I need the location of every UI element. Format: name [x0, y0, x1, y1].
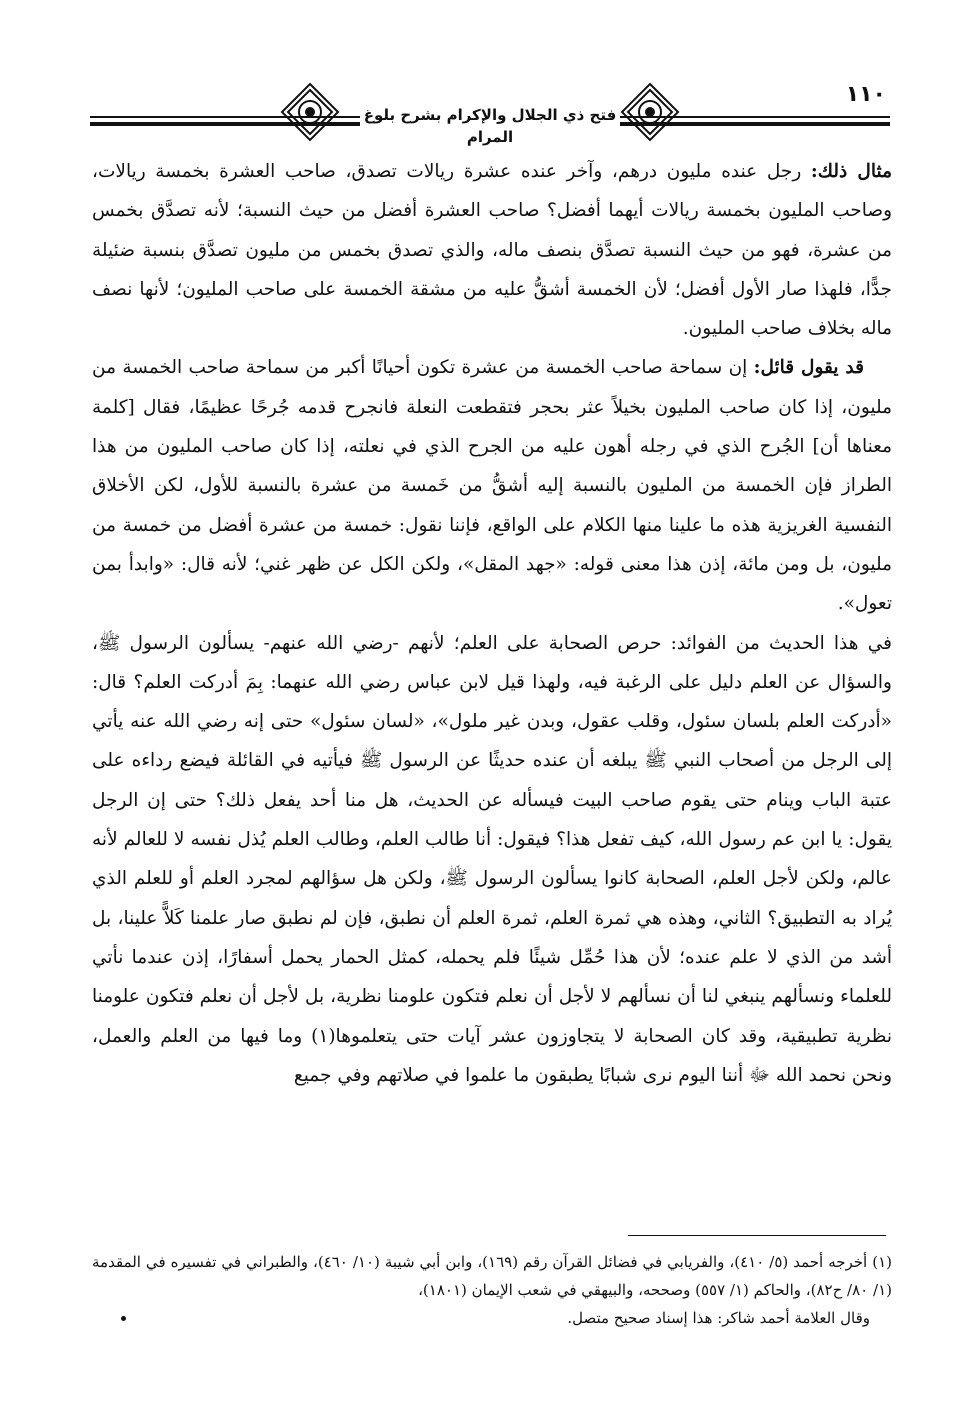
paragraph-text: رجل عنده مليون درهم، وآخر عنده عشرة ريالات تصدق، صاحب العشرة بخمسة ريالات، وصاحب المليون بخمسة ريالات أيهما أفضل؟ صاحب العشرة أفضل من حيث النسبة؛ لأنه تصدَّق بخمس من عشرة، فهو من حيث النسبة تصدَّق بنصف ماله، والذي تصدق بخمس من مليون تصدَّق بنسبة ضئيلة جدًّا، فلهذا صار الأول أفضل؛ لأن الخمسة أشقُّ عليه من مشقة الخمسة على صاحب المليون؛ لأنها نصف ماله بخلاف صاحب المليون. [92, 161, 892, 340]
page-number: ١١٠ [842, 82, 890, 107]
footnote: وقال العلامة أحمد شاكر: هذا إسناد صحيح متصل. [567, 1309, 870, 1327]
paragraph-lead: مثال ذلك: [810, 161, 893, 182]
paragraph [92, 624, 892, 1096]
paragraph-lead: قد يقول قائل: [753, 357, 864, 379]
paragraph [92, 348, 892, 623]
footnote-divider [628, 1235, 886, 1236]
page-mark [121, 1316, 126, 1321]
ornament-icon [618, 80, 682, 144]
ornament-icon [278, 80, 342, 144]
footnotes [92, 1248, 892, 1332]
paragraph-text: في هذا الحديث من الفوائد: حرص الصحابة على العلم؛ لأنهم -رضي الله عنهم- يسألون الرسول ﷺ، والسؤال عن العلم دليل على الرغبة فيه، ولهذا قيل لابن عباس رضي الله عنهما: بِمَ أدركت العلم؟ قال: «أدركت العلم بلسان سئول، وقلب عقول، وبدن غير ملول»، «لسان سئول» حتى إنه رضي الله عنه يأتي إلى الرجل من أصحاب النبي ﷺ يبلغه أن عنده حديثًا عن الرسول ﷺ فيأتيه في القائلة فيضع رداءه على عتبة الباب وينام حتى يقوم صاحب البيت فيسأله عن الحديث، هل منا أحد يفعل ذلك؟ حتى إن الرجل يقول: يا ابن عم رسول الله، كيف تفعل هذا؟ فيقول: أنا طالب العلم، وطالب العلم يُذل نفسه لا للعالم لأنه عالم، ولكن لأجل العلم، الصحابة كانوا يسألون الرسول ﷺ، ولكن هل سؤالهم لمجرد العلم أو للعلم الذي يُراد به التطبيق؟ الثاني، وهذه هي ثمرة العلم، ثمرة العلم أن نطبق، فإن لم نطبق صار علمنا كَلاًّ علينا، بل أشد من الذي لا علم عنده؛ لأن هذا حُمِّل شيئًا فلم يحمله، كمثل الحمار يحمل أسفارًا، إذن عندما نأتي للعلماء ونسألهم ينبغي لنا أن نسألهم لا لأجل أن نعلم فتكون علومنا نظرية، بل لأجل أن نعلم فتكون علومنا نظرية تطبيقية، وقد كان الصحابة لا يتجاوزون عشر آيات حتى يتعلموها(١) وما فيها من العلم والعمل، ونحن نحمد الله ﷻ أننا اليوم نرى شبابًا يطبقون ما علموا في صلاتهم وفي جميع [92, 632, 892, 1086]
paragraph-text: إن سماحة صاحب الخمسة من عشرة تكون أحيانًا أكبر من سماحة صاحب الخمسة من مليون، إذا كان صاحب المليون بخيلاً عثر بحجر فتقطعت النعلة فانجرح قدمه جُرحًا عظيمًا، فقال [كلمة معناها أن] الجُرح الذي في رجله أهون عليه من الجرح الذي في نعلته، إذا كان صاحب المليون من هذا الطراز فإن الخمسة من المليون بالنسبة إليه أشقُّ من خَمسة من عشرة بالنسبة للأول، لكن الأخلاق النفسية الغريزية هذه ما علينا منها الكلام على الواقع، فإننا نقول: خمسة من عشرة أفضل من خمسة من مليون، بل ومن مائة، إذن هذا معنى قوله: «جهد المقل»، ولكن الكل عن ظهر غني؛ لأنه قال: «وابدأ بمن تعول». [92, 357, 892, 615]
page-header [90, 72, 890, 146]
running-title: فتح ذي الجلال والإكرام بشرح بلوغ المرام [360, 104, 620, 126]
main-text [92, 152, 892, 1095]
paragraph [92, 152, 892, 348]
footnote: (١) أخرجه أحمد (٥/ ٤١٠)، والفريابي في فضائل القرآن رقم (١٦٩)، وابن أبي شيبة (١٠/ ٤٦٠)، والطبراني في تفسيره في المقدمة (١/ ٨٠/ ح٨٢)، والحاكم (١/ ٥٥٧) وصححه، والبيهقي في شعب الإيمان (١٨٠١)، [92, 1253, 892, 1299]
